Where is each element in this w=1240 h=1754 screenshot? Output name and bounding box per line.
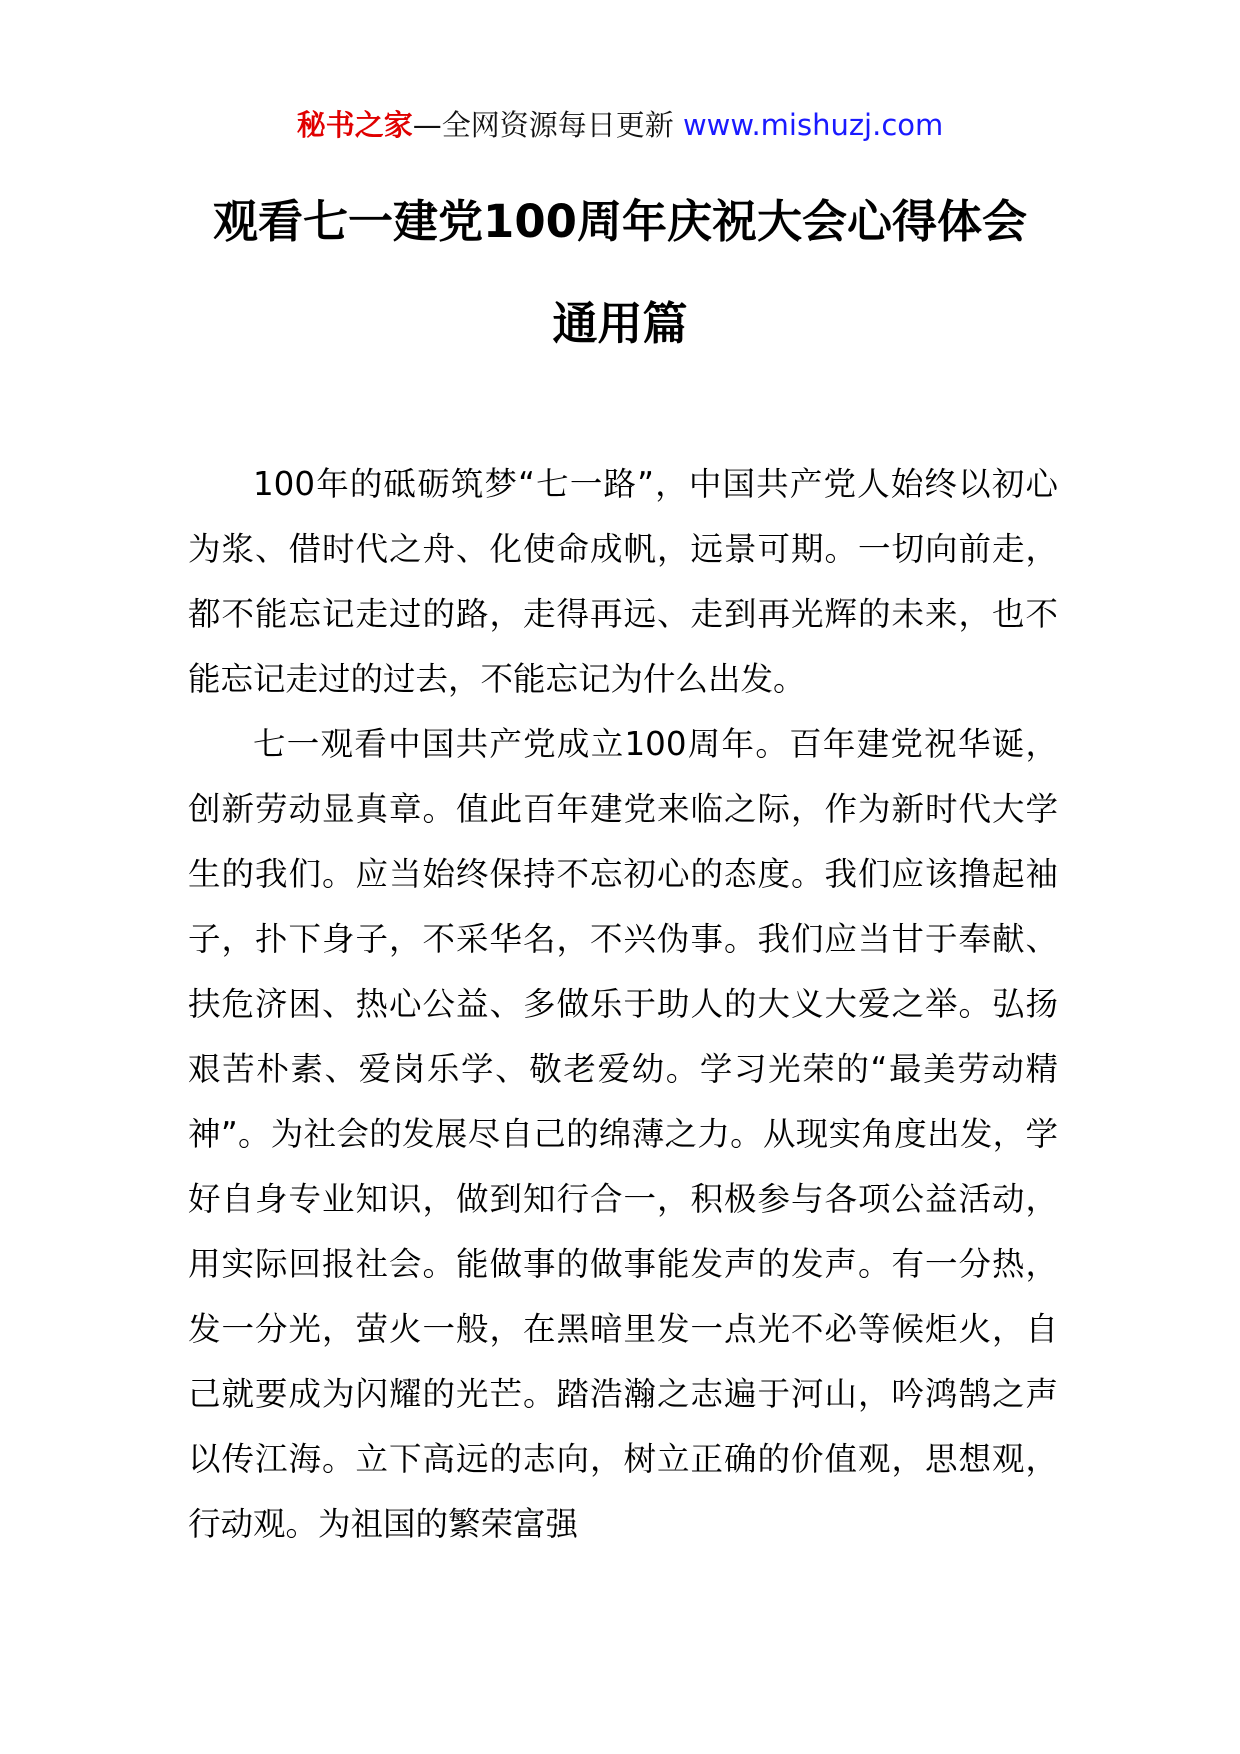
document-body: [188, 452, 1058, 1557]
document-title-line-1: 观看七一建党100周年庆祝大会心得体会: [213, 195, 1027, 248]
body-paragraph: 100年的砥砺筑梦“七一路”，中国共产党人始终以初心为浆、借时代之舟、化使命成帆，远景可期。一切向前走，都不能忘记走过的路，走得再远、走到再光辉的未来，也不能忘记走过的过去，不能忘记为什么出发。: [188, 465, 1058, 698]
source-header: [0, 100, 1240, 150]
brand-name: 秘书之家: [296, 108, 413, 142]
site-url-link[interactable]: www.mishuzj.com: [682, 108, 944, 142]
header-tagline: —全网资源每日更新: [412, 108, 683, 142]
body-paragraph: 七一观看中国共产党成立100周年。百年建党祝华诞，创新劳动显真章。值此百年建党来临之际，作为新时代大学生的我们。应当始终保持不忘初心的态度。我们应该撸起袖子，扑下身子，不采华名，不兴伪事。我们应当甘于奉献、扶危济困、热心公益、多做乐于助人的大义大爱之举。弘扬艰苦朴素、爱岗乐学、敬老爱幼。学习光荣的“最美劳动精神”。为社会的发展尽自己的绵薄之力。从现实角度出发，学好自身专业知识，做到知行合一，积极参与各项公益活动，用实际回报社会。能做事的做事能发声的发声。有一分热，发一分光，萤火一般，在黑暗里发一点光不必等候炬火，自己就要成为闪耀的光芒。踏浩瀚之志遍于河山，吟鸿鹄之声以传江海。立下高远的志向，树立正确的价值观，思想观，行动观。为祖国的繁荣富强: [188, 725, 1058, 1543]
document-title-line-2: 通用篇: [552, 297, 688, 350]
